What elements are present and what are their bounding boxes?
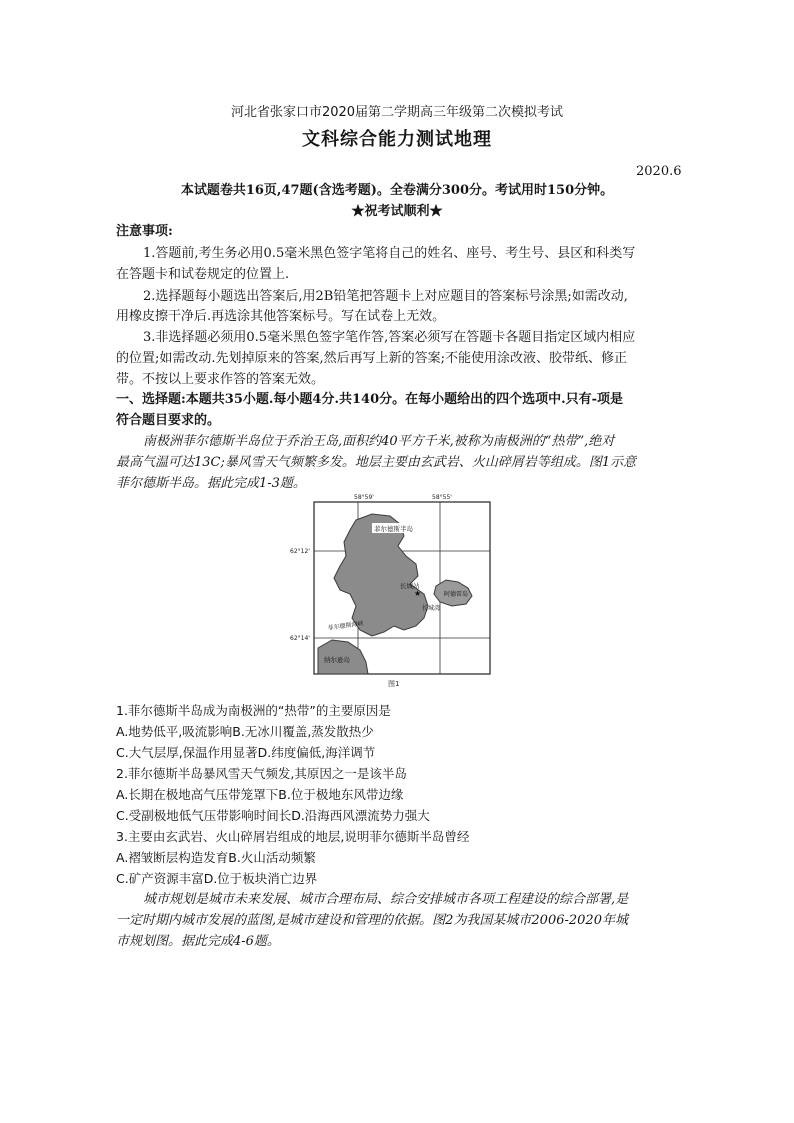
note-1-line-1: 1.答题前,考生务必用0.5毫米黑色签字笔将自己的姓名、座号、考生号、县区和科类写 [143, 246, 636, 261]
map-label-station: 长城站 [400, 582, 420, 590]
question-1: 1.菲尔德斯半岛成为南极洲的“热带”的主要原因是 [116, 703, 391, 718]
passage-2-line-1: 城市规划是城市未来发展、城市合理布局、综合安排城市各项工程建设的综合部署,是 [143, 892, 629, 907]
question-2-options-ab: A.长期在极地高气压带笼罩下B.位于极地东风带边缘 [116, 787, 404, 802]
passage-2-line-2: 一定时期内城市发展的蓝图,是城市建设和管理的依据。图2为我国某城市2006-2020年城 [116, 913, 628, 928]
figure-1-map [286, 490, 494, 690]
passage-1-line-1: 南极洲菲尔德斯半岛位于乔治王岛,面积约40平方千米,被称为南极洲的“热带”,绝对 [143, 434, 615, 449]
map-label-island: 阿德雷岛 [444, 591, 469, 598]
map-lat-1: 62°12' [290, 548, 310, 555]
note-3-line-1: 3.非选择题必须用0.5毫米黑色签字笔作答,答案必须写在答题卡各题目指定区域内相应 [143, 330, 636, 345]
note-3-line-2: 的位置;如需改动.先划掉原来的答案,然后再写上新的答案;不能使用涂改液、胶带纸、修正 [116, 351, 628, 366]
map-lon-2: 58°55' [432, 494, 452, 501]
exam-date: 2020.6 [636, 164, 682, 179]
exam-title: 河北省张家口市2020届第二学期高三年级第二次模拟考试 [230, 105, 564, 120]
question-2: 2.菲尔德斯半岛暴风雪天气频发,其原因之一是该半岛 [116, 766, 407, 781]
map-label-bay: 长城湾 [422, 605, 441, 612]
passage-1-line-3: 菲尔德斯半岛。据此完成1-3题。 [116, 476, 306, 491]
question-1-options-ab: A.地势低平,吸流影响B.无冰川覆盖,蒸发散热少 [116, 724, 374, 739]
note-3-line-3: 带。不按以上要求作答的答案无效。 [116, 372, 325, 387]
map-label-peninsula: 菲尔德斯半岛 [374, 525, 413, 533]
map-label-nelson: 纳尔逊岛 [324, 656, 350, 664]
question-3-options-cd: C.矿产资源丰富D.位于板块消亡边界 [116, 871, 318, 886]
note-1-line-2: 在答题卡和试卷规定的位置上. [116, 267, 290, 282]
figure-1-caption: 图1 [388, 680, 400, 688]
note-2-line-2: 用橡皮擦干净后.再选涂其他答案标号。写在试卷上无效。 [116, 309, 446, 324]
map-lat-2: 62°14' [290, 635, 310, 642]
question-3: 3.主要由玄武岩、火山碎屑岩组成的地层,说明菲尔德斯半岛曾经 [116, 829, 470, 844]
passage-2-line-3: 市规划图。据此完成4-6题。 [116, 934, 280, 949]
exam-info: 本试题卷共16页,47题(含选考题)。全卷满分300分。考试用时150分钟。 [180, 183, 614, 198]
passage-1-line-2: 最高气温可达13C;暴风雪天气频繁多发。地层主要由玄武岩、火山碎屑岩等组成。图1示意 [116, 455, 637, 470]
question-3-options-ab: A.褶皱断层构造发育B.火山活动频繁 [116, 850, 316, 865]
notes-heading: 注意事项: [116, 224, 173, 239]
star-icon: ★ [414, 589, 422, 598]
exam-wish: ★祝考试顺利★ [351, 204, 443, 219]
note-2-line-1: 2.选择题每小题选出答案后,用2B铅笔把答题卡上对应题目的答案标号涂黑;如需改动, [143, 289, 628, 304]
question-1-options-cd: C.大气层厚,保温作用显著D.纬度偏低,海洋调节 [116, 745, 376, 760]
question-2-options-cd: C.受副极地低气压带影响时间长D.沿海西风漂流势力强大 [116, 808, 430, 823]
map-lon-1: 58°59' [354, 494, 374, 501]
exam-subject: 文科综合能力测试地理 [302, 129, 492, 150]
section-1-line-1: 一、选择题:本题共35小题.每小题4分.共140分。在每小题给出的四个选项中.只有-项是 [116, 392, 624, 407]
map-label-strait: 菲尔德斯海峡 [327, 620, 364, 632]
section-1-line-2: 符合题目要求的。 [116, 413, 221, 428]
